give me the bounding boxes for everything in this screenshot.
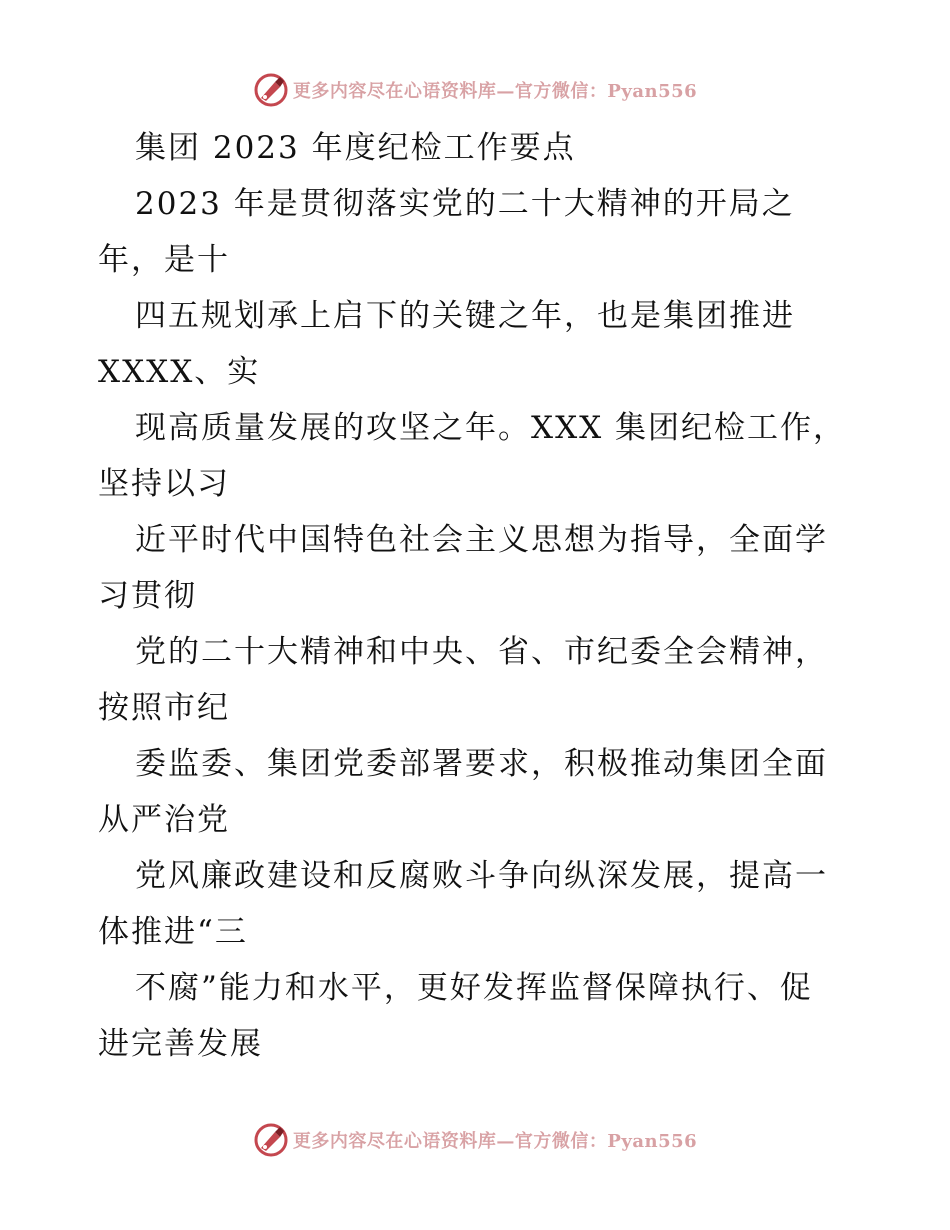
paragraph-line: 党的二十大精神和中央、省、市纪委全会精神， [135,634,828,670]
paragraph-line: 按照市纪 [98,690,230,726]
pen-nib-logo-icon [253,1122,289,1158]
paragraph-line: 不腐”能力和水平，更好发挥监督保障执行、促 [135,970,813,1006]
paragraph-line: 四五规划承上启下的关键之年，也是集团推进 [135,298,795,334]
paragraph-line: 委监委、集团党委部署要求，积极推动集团全面 [135,746,828,782]
paragraph-line: 2023 年是贯彻落实党的二十大精神的开局之 [135,186,795,222]
paragraph-line: 近平时代中国特色社会主义思想为指导，全面学 [135,522,828,558]
paragraph-line: 坚持以习 [98,466,230,502]
paragraph-line: 年，是十 [98,242,230,278]
paragraph-line: 习贯彻 [98,578,197,614]
footer-banner-text: 更多内容尽在心语资料库—官方微信：Pyan556 [292,1131,698,1152]
paragraph-line: 从严治党 [98,802,230,838]
paragraph-line: 进完善发展 [98,1026,263,1062]
footer-banner [0,1118,950,1162]
paragraph-line: 体推进“三 [98,914,248,950]
pen-nib-logo-icon [253,72,289,108]
paragraph-line: 现高质量发展的攻坚之年。XXX 集团纪检工作， [135,410,847,446]
paragraph-line: 党风廉政建设和反腐败斗争向纵深发展，提高一 [135,858,828,894]
document-body [98,120,858,1072]
header-banner-text: 更多内容尽在心语资料库—官方微信：Pyan556 [292,81,698,102]
document-title: 集团 2023 年度纪检工作要点 [135,130,576,166]
header-banner [0,68,950,112]
paragraph-line: XXXX、实 [98,354,261,390]
